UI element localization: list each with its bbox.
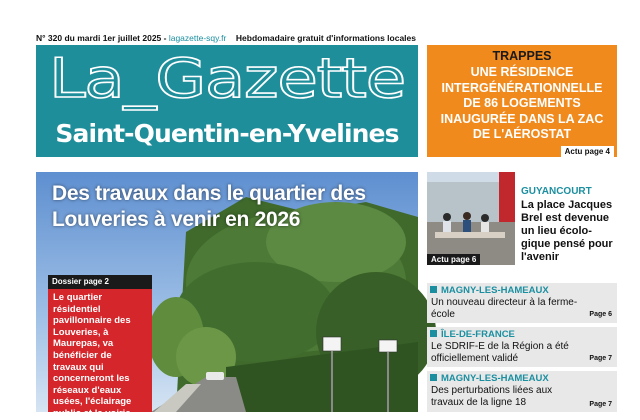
- news-category: [430, 329, 515, 340]
- masthead[interactable]: [36, 45, 418, 157]
- news-page-ref: Page 6: [589, 311, 612, 318]
- guyancourt-city-label: GUYANCOURT: [521, 186, 592, 197]
- guyancourt-headline[interactable]: La place Jacques Brel est devenue un lieu écolo-gique pensé pour l'avenir: [521, 199, 613, 263]
- trappes-promo-box[interactable]: [427, 45, 617, 157]
- news-item[interactable]: [427, 283, 617, 323]
- issue-info-bar: [36, 33, 416, 45]
- news-title: Un nouveau directeur à la ferme-école: [431, 297, 578, 320]
- news-category-label: ÎLE-DE-FRANCE: [441, 329, 515, 340]
- dossier-page-ref: Dossier page 2: [48, 275, 152, 289]
- main-article[interactable]: [36, 172, 418, 419]
- tagline: Hebdomadaire gratuit d'informations locales: [235, 33, 416, 43]
- news-title: Des perturbations liées aux travaux de la ligne 18: [431, 385, 553, 408]
- trappes-headline: UNE RÉSIDENCE INTERGÉNÉRATIONNELLE DE 86 LOGEMENTS INAUGURÉE DANS LA ZAC DE L'AÉROSTAT: [440, 65, 604, 141]
- category-square-icon: [430, 374, 437, 381]
- issue-info: [36, 33, 226, 43]
- trappes-city-label: TRAPPES: [492, 49, 552, 63]
- category-square-icon: [430, 286, 437, 293]
- news-item[interactable]: [427, 327, 617, 367]
- main-headline: Des travaux dans le quartier des Louveries à venir en 2026: [52, 182, 366, 231]
- gazette-logo: [44, 47, 410, 109]
- news-page-ref: Page 7: [589, 401, 612, 408]
- news-category-label: MAGNY-LES-HAMEAUX: [441, 285, 549, 296]
- masthead-subtitle: Saint-Quentin-en-Yvelines: [55, 118, 399, 148]
- crowd-photo: [427, 172, 515, 265]
- news-title: Le SDRIF-E de la Région a été officiellement validé: [431, 341, 569, 364]
- main-excerpt: Le quartier résidentiel pavillonnaire des Louveries, à Maurepas, va bénéficier de travaux qui concerneront les réseaux d'eaux usées, l'éclairage public et la voirie.: [48, 289, 152, 412]
- category-square-icon: [430, 330, 437, 337]
- issue-number-date: N° 320 du mardi 1er juillet 2025 -: [36, 33, 169, 43]
- news-category: [430, 285, 549, 296]
- guyancourt-page-ref: Actu page 6: [427, 254, 480, 265]
- news-item[interactable]: [427, 371, 617, 412]
- news-page-ref: Page 7: [589, 355, 612, 362]
- guyancourt-photo[interactable]: [427, 172, 515, 265]
- trappes-page-ref: Actu page 4: [561, 146, 614, 157]
- gazette-logo-text: La_Gazette: [49, 47, 405, 110]
- news-category-label: MAGNY-LES-HAMEAUX: [441, 373, 549, 384]
- site-link[interactable]: lagazette-sqy.fr: [168, 33, 227, 43]
- news-category: [430, 373, 549, 384]
